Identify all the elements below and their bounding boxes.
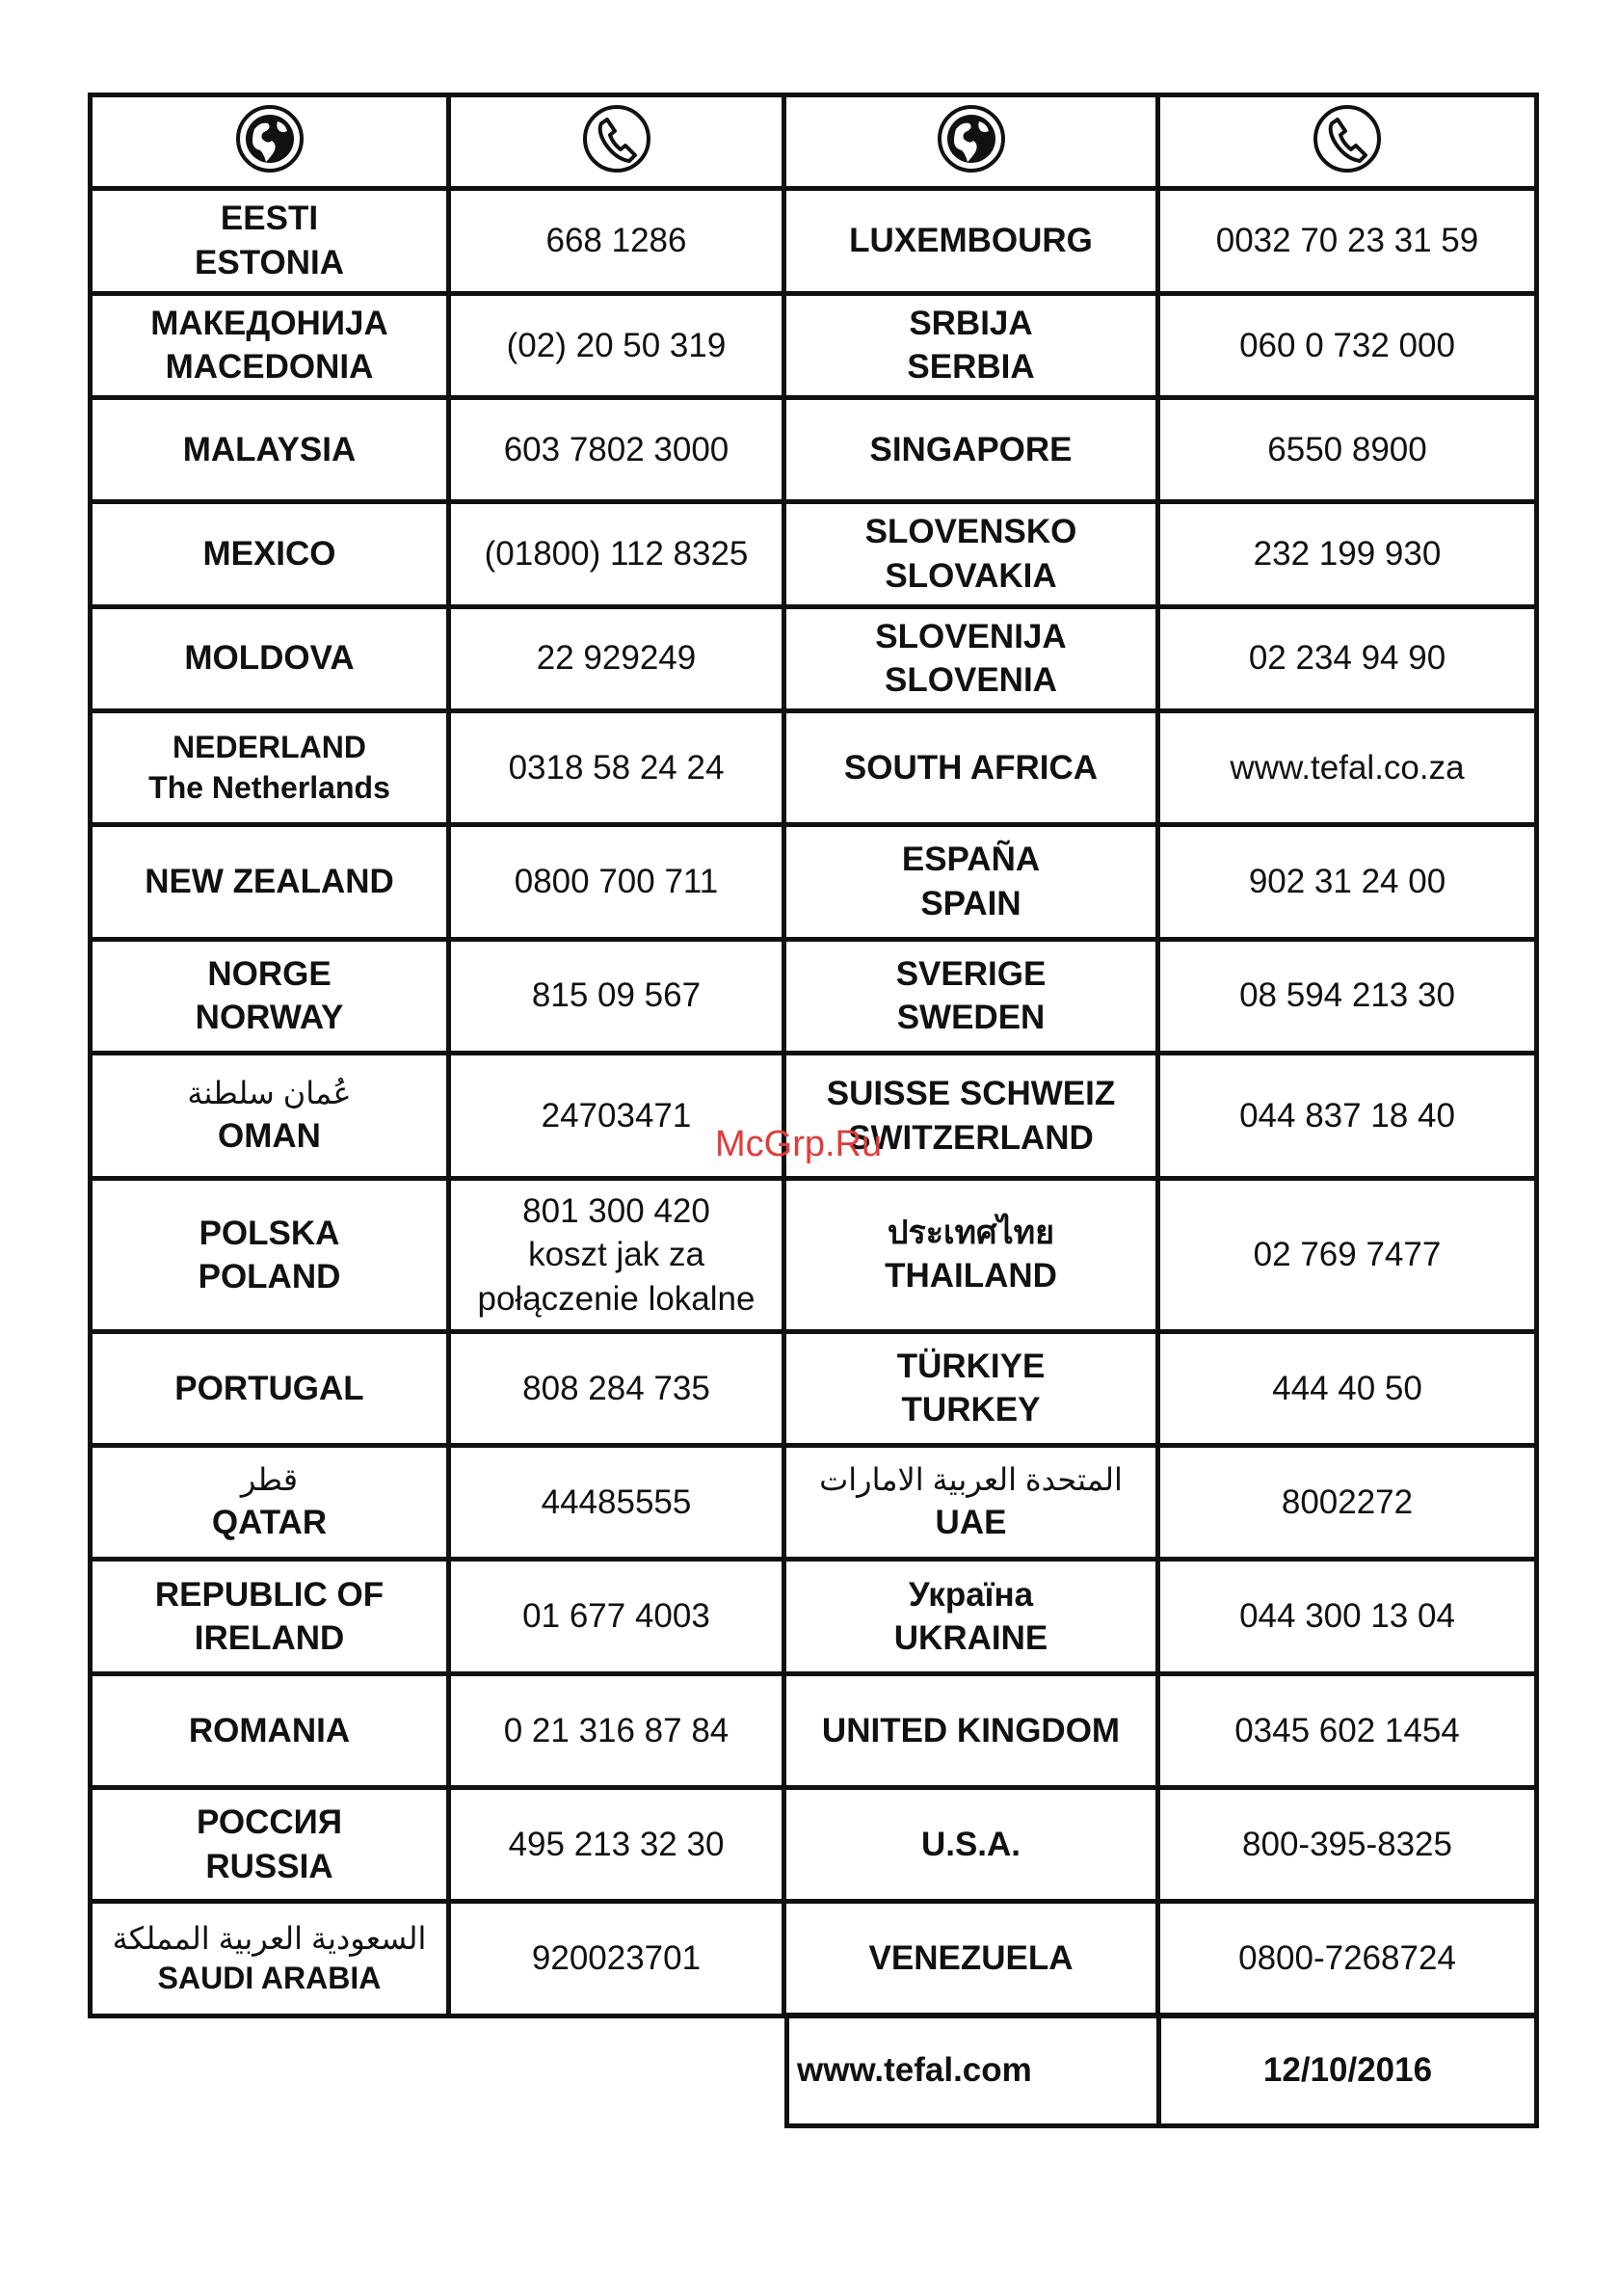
phone-cell: www.tefal.co.za	[1158, 710, 1537, 824]
table-row	[91, 293, 1537, 397]
table-row	[91, 1902, 1537, 2016]
header-country-cell	[91, 95, 449, 189]
phone-cell: 8002272	[1158, 1446, 1537, 1560]
phone-cell: 603 7802 3000	[449, 397, 784, 501]
globe-icon	[937, 104, 1006, 174]
phone-cell: 6550 8900	[1158, 397, 1537, 501]
country-cell: ROMANIA	[91, 1673, 449, 1787]
table-row	[91, 1446, 1537, 1560]
country-cell: РОССИЯ RUSSIA	[91, 1788, 449, 1902]
phone-cell: 0345 602 1454	[1158, 1673, 1537, 1787]
country-cell: Україна UKRAINE	[784, 1560, 1158, 1673]
phone-cell: 920023701	[449, 1902, 784, 2016]
phone-cell: 060 0 732 000	[1158, 293, 1537, 397]
table-row	[91, 825, 1537, 939]
table-row	[91, 1788, 1537, 1902]
country-cell: UNITED KINGDOM	[784, 1673, 1158, 1787]
country-cell: TÜRKIYE TURKEY	[784, 1331, 1158, 1445]
phone-cell: 044 300 13 04	[1158, 1560, 1537, 1673]
table-row	[91, 1179, 1537, 1331]
country-cell: NORGE NORWAY	[91, 939, 449, 1053]
website-link[interactable]: www.tefal.com	[787, 2016, 1159, 2126]
phone-icon	[1313, 104, 1382, 174]
country-cell: REPUBLIC OF IRELAND	[91, 1560, 449, 1673]
watermark: McGrp.Ru	[715, 1124, 883, 1164]
phone-cell: 232 199 930	[1158, 502, 1537, 606]
table-row	[91, 1673, 1537, 1787]
header-phone-cell	[1158, 95, 1537, 189]
country-cell: MOLDOVA	[91, 606, 449, 710]
phone-cell: 668 1286	[449, 189, 784, 293]
phone-cell: 801 300 420 koszt jak za połączenie lokalne	[449, 1179, 784, 1331]
country-cell: PORTUGAL	[91, 1331, 449, 1445]
globe-icon	[235, 104, 305, 174]
table-row	[91, 1331, 1537, 1445]
contact-table	[88, 93, 1539, 2018]
phone-cell: 495 213 32 30	[449, 1788, 784, 1902]
phone-cell: 800-395-8325	[1158, 1788, 1537, 1902]
country-cell: SRBIJA SERBIA	[784, 293, 1158, 397]
country-cell: SOUTH AFRICA	[784, 710, 1158, 824]
country-cell: ESPAÑA SPAIN	[784, 825, 1158, 939]
table-row	[91, 189, 1537, 293]
country-cell: МАКЕДОНИЈА MACEDONIA	[91, 293, 449, 397]
phone-cell: 0800-7268724	[1158, 1902, 1537, 2016]
table-row	[91, 710, 1537, 824]
phone-cell: 0800 700 711	[449, 825, 784, 939]
country-cell: SVERIGE SWEDEN	[784, 939, 1158, 1053]
country-cell: المتحدة العربية الامارات UAE	[784, 1446, 1158, 1560]
phone-cell: 815 09 567	[449, 939, 784, 1053]
country-cell: قطر QATAR	[91, 1446, 449, 1560]
country-cell: عُمان سلطنة OMAN	[91, 1053, 449, 1178]
phone-cell: (02) 20 50 319	[449, 293, 784, 397]
country-cell: NEDERLAND The Netherlands	[91, 710, 449, 824]
phone-cell: 24703471	[449, 1053, 784, 1178]
table-row	[91, 606, 1537, 710]
country-cell: NEW ZEALAND	[91, 825, 449, 939]
country-cell: ประเทศไทย THAILAND	[784, 1179, 1158, 1331]
phone-cell: 22 929249	[449, 606, 784, 710]
country-cell: MALAYSIA	[91, 397, 449, 501]
phone-cell: 044 837 18 40	[1158, 1053, 1537, 1178]
country-cell: MEXICO	[91, 502, 449, 606]
country-cell: SLOVENIJA SLOVENIA	[784, 606, 1158, 710]
footer-table	[784, 2013, 1539, 2128]
table-row	[91, 939, 1537, 1053]
country-cell: السعودية العربية المملكة SAUDI ARABIA	[91, 1902, 449, 2016]
header-row	[91, 95, 1537, 189]
phone-cell: 0318 58 24 24	[449, 710, 784, 824]
country-cell: SLOVENSKO SLOVAKIA	[784, 502, 1158, 606]
country-cell: EESTI ESTONIA	[91, 189, 449, 293]
phone-cell: 02 769 7477	[1158, 1179, 1537, 1331]
phone-cell: 0032 70 23 31 59	[1158, 189, 1537, 293]
phone-icon	[582, 104, 651, 174]
country-cell: SUISSE SCHWEIZ SWITZERLAND	[784, 1053, 1158, 1178]
phone-cell: 01 677 4003	[449, 1560, 784, 1673]
country-cell: U.S.A.	[784, 1788, 1158, 1902]
country-cell: VENEZUELA	[784, 1902, 1158, 2016]
phone-cell: 444 40 50	[1158, 1331, 1537, 1445]
date-label: 12/10/2016	[1159, 2016, 1537, 2126]
country-cell: LUXEMBOURG	[784, 189, 1158, 293]
header-phone-cell	[449, 95, 784, 189]
phone-cell: 08 594 213 30	[1158, 939, 1537, 1053]
table-row	[91, 1560, 1537, 1673]
header-country-cell	[784, 95, 1158, 189]
country-cell: POLSKA POLAND	[91, 1179, 449, 1331]
table-row	[91, 397, 1537, 501]
phone-cell: (01800) 112 8325	[449, 502, 784, 606]
phone-cell: 808 284 735	[449, 1331, 784, 1445]
phone-cell: 902 31 24 00	[1158, 825, 1537, 939]
phone-cell: 02 234 94 90	[1158, 606, 1537, 710]
country-cell: SINGAPORE	[784, 397, 1158, 501]
phone-cell: 44485555	[449, 1446, 784, 1560]
phone-cell: 0 21 316 87 84	[449, 1673, 784, 1787]
table-row	[91, 502, 1537, 606]
